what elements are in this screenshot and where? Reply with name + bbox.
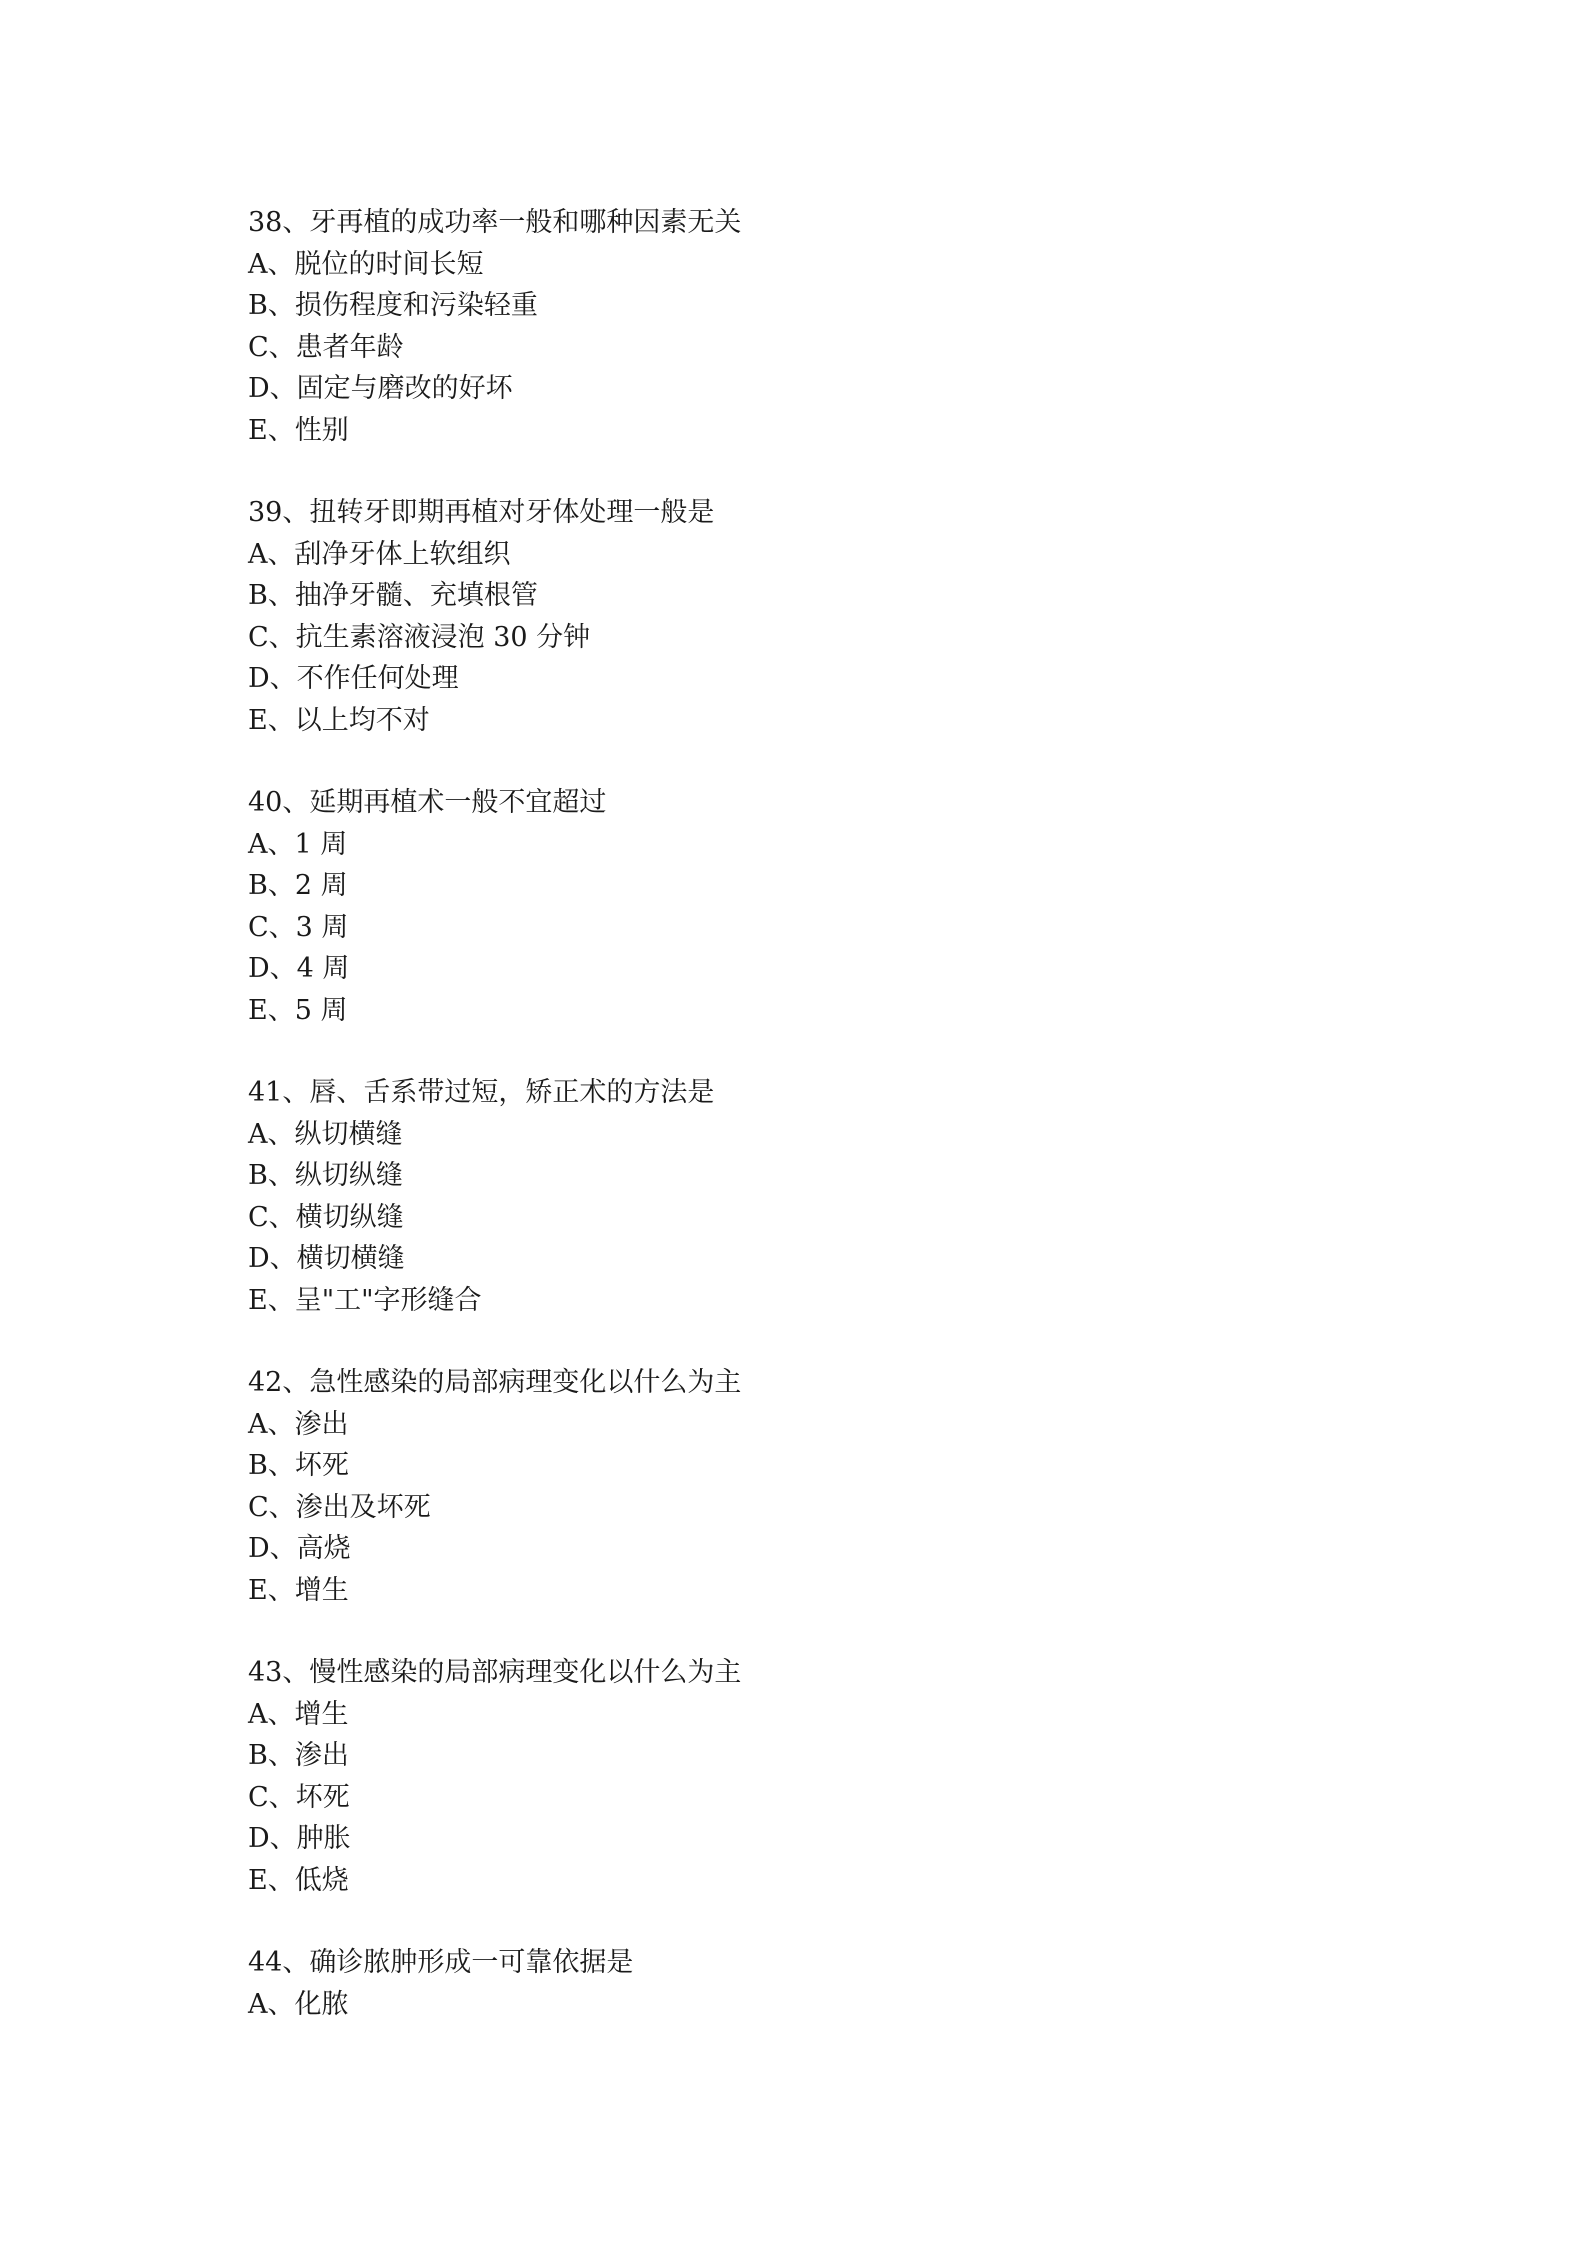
option-a: A、化脓 bbox=[248, 1988, 349, 2020]
question-44 bbox=[248, 1942, 1348, 2025]
question-43 bbox=[248, 1652, 1348, 1901]
question-39 bbox=[248, 492, 1348, 741]
option-e: E、增生 bbox=[248, 1574, 349, 1606]
option-a: A、纵切横缝 bbox=[248, 1118, 403, 1150]
option-d: D、高烧 bbox=[248, 1533, 351, 1564]
option-b: B、坏死 bbox=[248, 1450, 349, 1481]
question-41 bbox=[248, 1072, 1348, 1321]
option-b: B、损伤程度和污染轻重 bbox=[248, 290, 538, 321]
option-c: C、横切纵缝 bbox=[248, 1201, 404, 1233]
option-b: B、渗出 bbox=[248, 1740, 349, 1771]
option-e: E、以上均不对 bbox=[248, 704, 430, 736]
question-stem: 38、牙再植的成功率一般和哪种因素无关 bbox=[248, 207, 742, 238]
question-38 bbox=[248, 202, 1348, 451]
option-e: E、性别 bbox=[248, 414, 349, 446]
option-b: B、2 周 bbox=[248, 870, 348, 901]
option-a: A、1 周 bbox=[248, 828, 348, 860]
option-b: B、抽净牙髓、充填根管 bbox=[248, 580, 538, 611]
option-c: C、抗生素溶液浸泡 30 分钟 bbox=[248, 621, 591, 653]
option-a: A、增生 bbox=[248, 1698, 349, 1730]
question-stem: 44、确诊脓肿形成一可靠依据是 bbox=[248, 1947, 634, 1978]
option-c: C、患者年龄 bbox=[248, 331, 404, 363]
option-c: C、3 周 bbox=[248, 911, 349, 943]
option-a: A、刮净牙体上软组织 bbox=[248, 538, 511, 570]
option-b: B、纵切纵缝 bbox=[248, 1160, 403, 1191]
option-c: C、渗出及坏死 bbox=[248, 1491, 431, 1523]
option-e: E、5 周 bbox=[248, 994, 348, 1026]
option-e: E、低烧 bbox=[248, 1864, 349, 1896]
option-a: A、渗出 bbox=[248, 1408, 349, 1440]
question-stem: 39、扭转牙即期再植对牙体处理一般是 bbox=[248, 497, 715, 528]
question-stem: 41、唇、舌系带过短，矫正术的方法是 bbox=[248, 1077, 715, 1108]
question-stem: 42、急性感染的局部病理变化以什么为主 bbox=[248, 1367, 742, 1398]
option-d: D、不作任何处理 bbox=[248, 663, 459, 694]
option-c: C、坏死 bbox=[248, 1781, 350, 1813]
question-stem: 43、慢性感染的局部病理变化以什么为主 bbox=[248, 1657, 742, 1688]
question-stem: 40、延期再植术一般不宜超过 bbox=[248, 787, 607, 818]
option-e: E、呈"工"字形缝合 bbox=[248, 1284, 482, 1316]
option-d: D、肿胀 bbox=[248, 1823, 351, 1854]
question-42 bbox=[248, 1362, 1348, 1611]
option-a: A、脱位的时间长短 bbox=[248, 248, 484, 280]
option-d: D、4 周 bbox=[248, 953, 350, 984]
question-40 bbox=[248, 782, 1348, 1031]
option-d: D、横切横缝 bbox=[248, 1243, 405, 1274]
option-d: D、固定与磨改的好坏 bbox=[248, 373, 513, 404]
document-page bbox=[248, 202, 1348, 2066]
